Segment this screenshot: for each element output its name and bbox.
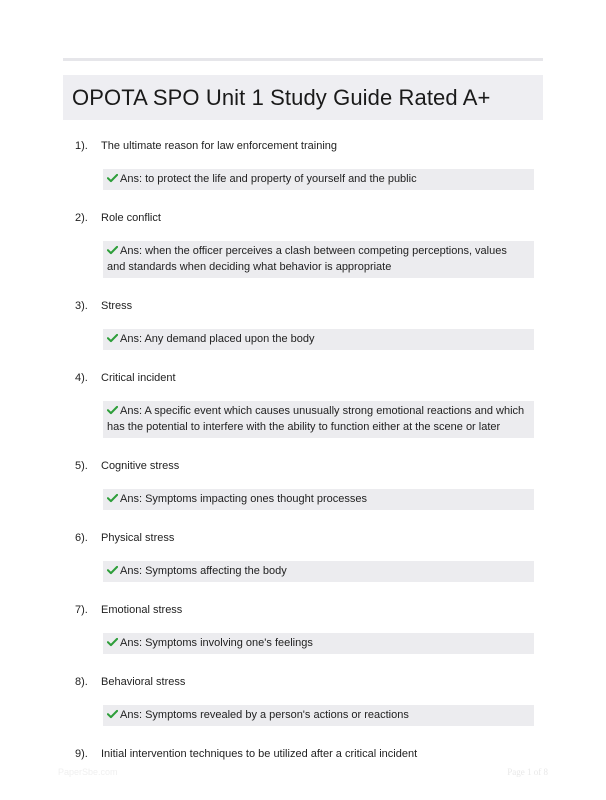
answer-box (103, 561, 534, 582)
answer-text: Ans: Symptoms impacting ones thought processes (120, 493, 368, 505)
question-text: Initial intervention techniques to be utilized after a critical incident (101, 748, 418, 760)
answer-box (103, 241, 534, 278)
question-text: Stress (101, 300, 133, 312)
question-number: 7). (75, 604, 88, 616)
question-number: 6). (75, 532, 88, 544)
question-number: 5). (75, 460, 88, 472)
answer-text: Ans: A specific event which causes unusually strong emotional reactions and which has the potential to interfere with the ability to function either at the scene or later (107, 405, 525, 433)
question-item (63, 747, 543, 762)
question-item (63, 139, 543, 190)
question-text: The ultimate reason for law enforcement training (101, 140, 338, 152)
check-icon (107, 493, 118, 503)
answer-box (103, 401, 534, 438)
answer-text: Ans: Symptoms affecting the body (120, 565, 287, 577)
answer-text: Ans: Any demand placed upon the body (120, 333, 315, 345)
question-item (63, 299, 543, 350)
question-item (63, 459, 543, 510)
question-text: Physical stress (101, 532, 175, 544)
question-item (63, 531, 543, 582)
answer-box (103, 489, 534, 510)
question-number: 9). (75, 748, 88, 760)
question-item (63, 675, 543, 726)
answer-text: Ans: to protect the life and property of yourself and the public (120, 173, 417, 185)
header-divider (63, 58, 543, 61)
check-icon (107, 245, 118, 255)
answer-text: Ans: Symptoms revealed by a person's actions or reactions (120, 709, 409, 721)
check-icon (107, 709, 118, 719)
check-icon (107, 405, 118, 415)
question-list (63, 139, 543, 762)
footer-watermark: PaperSbe.com (58, 767, 118, 777)
page-title: OPOTA SPO Unit 1 Study Guide Rated A+ (72, 84, 491, 110)
title-banner (63, 75, 543, 120)
question-number: 3). (75, 300, 88, 312)
answer-text: Ans: when the officer perceives a clash between competing perceptions, values and standards when deciding what behavior is appropriate (107, 245, 507, 273)
answer-box (103, 329, 534, 350)
question-number: 4). (75, 372, 88, 384)
question-item (63, 211, 543, 278)
check-icon (107, 173, 118, 183)
check-icon (107, 333, 118, 343)
question-number: 8). (75, 676, 88, 688)
question-text: Cognitive stress (101, 460, 180, 472)
question-number: 1). (75, 140, 88, 152)
question-item (63, 371, 543, 438)
answer-box (103, 633, 534, 654)
question-text: Critical incident (101, 372, 176, 384)
question-number: 2). (75, 212, 88, 224)
answer-text: Ans: Symptoms involving one's feelings (120, 637, 313, 649)
check-icon (107, 637, 118, 647)
answer-box (103, 169, 534, 190)
answer-box (103, 705, 534, 726)
question-text: Emotional stress (101, 604, 183, 616)
question-item (63, 603, 543, 654)
page-number: Page 1 of 8 (507, 767, 548, 777)
check-icon (107, 565, 118, 575)
question-text: Role conflict (101, 212, 161, 224)
question-text: Behavioral stress (101, 676, 186, 688)
